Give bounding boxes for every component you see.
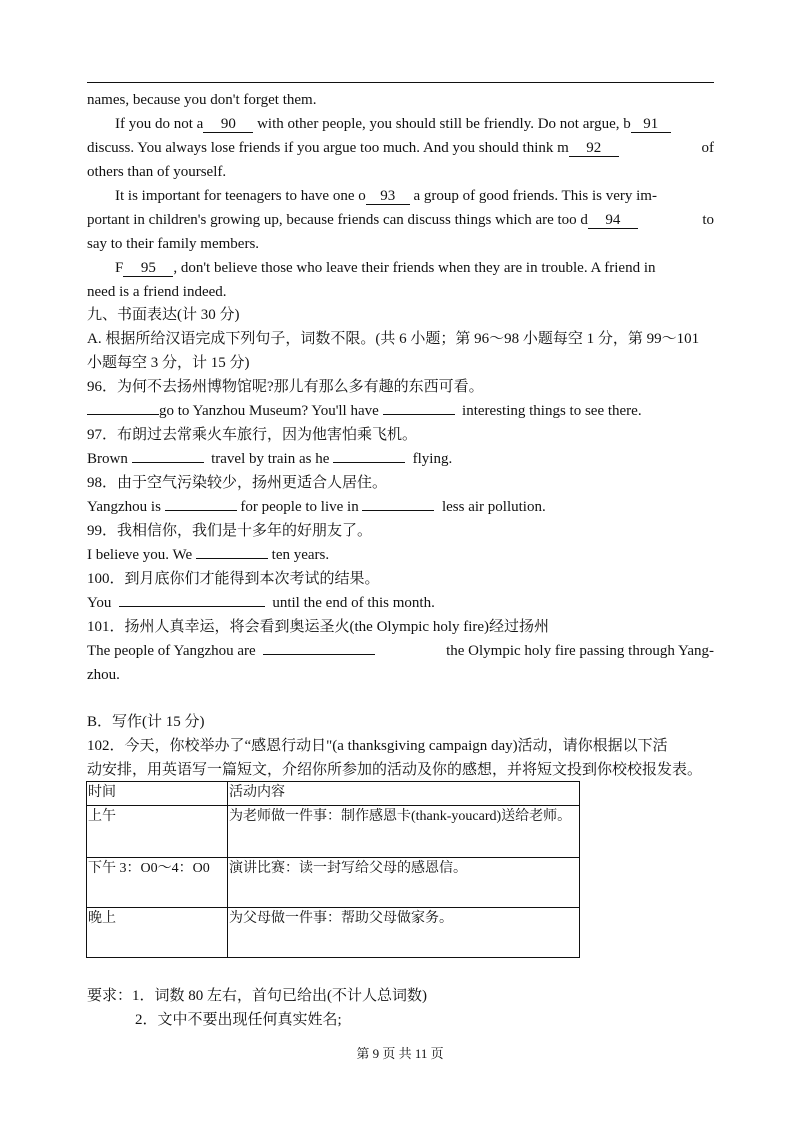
text: ten years. bbox=[271, 547, 330, 563]
q100-english bbox=[87, 593, 435, 613]
row-content: 为老师做一件事：制作感恩卡(thank-youcard)送给老师。 bbox=[228, 806, 580, 858]
blank-92: 92 bbox=[569, 140, 619, 157]
q101-english-cont: zhou. bbox=[87, 667, 120, 683]
requirement-2: 2．文中不要出现任何真实姓名; bbox=[135, 1012, 342, 1028]
text: , don't believe those who leave their friends when they are in trouble. A friend in bbox=[173, 260, 656, 276]
passage-line-5 bbox=[115, 186, 657, 206]
text: with other people, you should still be friendly. Do not argue, b bbox=[253, 116, 631, 132]
answer-blank[interactable] bbox=[362, 510, 434, 511]
text: travel by train as he bbox=[211, 451, 330, 467]
text: portant in children's growing up, because friends can discuss things which are too d bbox=[87, 212, 588, 228]
row-time: 上午 bbox=[87, 806, 228, 858]
q96-chinese: 96．为何不去扬州博物馆呢?那儿有那么多有趣的东西可看。 bbox=[87, 379, 484, 395]
blank-94: 94 bbox=[588, 212, 638, 229]
answer-blank[interactable] bbox=[263, 654, 375, 655]
text: go to Yanzhou Museum? You'll have bbox=[159, 403, 379, 419]
q102-prompt: 102．今天，你校举办了“感恩行动日"(a thanksgiving campaign day)活动，请你根据以下活 bbox=[87, 738, 668, 754]
table-row bbox=[87, 806, 580, 858]
q101-english bbox=[87, 641, 714, 661]
section-heading: 九、书面表达(计 30 分) bbox=[87, 307, 240, 323]
text: of bbox=[701, 140, 714, 156]
text: a group of good friends. This is very im- bbox=[409, 188, 657, 204]
text: less air pollution. bbox=[441, 499, 546, 515]
text: Yangzhou is bbox=[87, 499, 161, 515]
text: until the end of this month. bbox=[272, 595, 435, 611]
answer-blank[interactable] bbox=[196, 558, 268, 559]
text: Brown bbox=[87, 451, 128, 467]
passage-line-3 bbox=[87, 138, 714, 158]
text: discuss. You always lose friends if you argue too much. And you should think m bbox=[87, 140, 569, 156]
header-content: 活动内容 bbox=[228, 782, 580, 806]
answer-blank[interactable] bbox=[119, 606, 265, 607]
text: You bbox=[87, 595, 112, 611]
passage-line-4: others than of yourself. bbox=[87, 164, 227, 180]
part-a-instructions: A. 根据所给汉语完成下列句子，词数不限。(共 6 小题；第 96～98 小题每空 1 分，第 99～101 bbox=[87, 331, 700, 347]
q97-english bbox=[87, 449, 452, 469]
row-content: 演讲比赛：读一封写给父母的感恩信。 bbox=[228, 858, 580, 908]
q101-chinese: 101．扬州人真幸运，将会看到奥运圣火(the Olympic holy fire)经过扬州 bbox=[87, 619, 550, 635]
text: The people of Yangzhou are bbox=[87, 643, 256, 659]
text: flying. bbox=[412, 451, 453, 467]
text: F bbox=[115, 260, 124, 276]
table-row bbox=[87, 858, 580, 908]
top-rule bbox=[87, 82, 714, 83]
text: I believe you. We bbox=[87, 547, 193, 563]
passage-line-2 bbox=[115, 114, 671, 134]
text: interesting things to see there. bbox=[462, 403, 642, 419]
answer-blank[interactable] bbox=[87, 414, 159, 415]
passage-line-9: need is a friend indeed. bbox=[87, 284, 227, 300]
answer-blank[interactable] bbox=[165, 510, 237, 511]
row-time: 下午 3：O0～4：O0 bbox=[87, 858, 228, 908]
blank-95: 95 bbox=[123, 260, 173, 277]
passage-line-1: names, because you don't forget them. bbox=[87, 92, 317, 108]
text: If you do not a bbox=[115, 116, 204, 132]
q99-chinese: 99．我相信你，我们是十多年的好朋友了。 bbox=[87, 523, 373, 539]
q100-chinese: 100．到月底你们才能得到本次考试的结果。 bbox=[87, 571, 380, 587]
part-b-heading: B．写作(计 15 分) bbox=[87, 714, 205, 730]
q99-english bbox=[87, 545, 329, 565]
table-row bbox=[87, 908, 580, 958]
passage-line-7: say to their family members. bbox=[87, 236, 260, 252]
answer-blank[interactable] bbox=[333, 462, 405, 463]
text: to bbox=[702, 212, 714, 228]
requirement-1: 要求：1．词数 80 左右，首句已给出(不计人总词数) bbox=[87, 988, 427, 1004]
answer-blank[interactable] bbox=[132, 462, 204, 463]
blank-93: 93 bbox=[366, 188, 410, 205]
passage-line-6 bbox=[87, 210, 714, 230]
q98-chinese: 98．由于空气污染较少，扬州更适合人居住。 bbox=[87, 475, 388, 491]
q96-english bbox=[87, 401, 642, 421]
q98-english bbox=[87, 497, 546, 517]
blank-91: 91 bbox=[631, 116, 671, 133]
row-time: 晚上 bbox=[87, 908, 228, 958]
row-content: 为父母做一件事：帮助父母做家务。 bbox=[228, 908, 580, 958]
activity-table bbox=[86, 781, 580, 958]
answer-blank[interactable] bbox=[383, 414, 455, 415]
passage-line-8 bbox=[115, 258, 656, 278]
q102-prompt-cont: 动安排，用英语写一篇短文，介绍你所参加的活动及你的感想，并将短文投到你校校报发表。 bbox=[87, 762, 703, 778]
q97-chinese: 97．布朗过去常乘火车旅行，因为他害怕乘飞机。 bbox=[87, 427, 418, 443]
table-header-row bbox=[87, 782, 580, 806]
text: It is important for teenagers to have one o bbox=[115, 188, 366, 204]
page-number-footer: 第 9 页 共 11 页 bbox=[356, 1046, 444, 1061]
blank-90: 90 bbox=[203, 116, 253, 133]
text: for people to live in bbox=[240, 499, 359, 515]
part-a-instructions-cont: 小题每空 3 分，计 15 分) bbox=[87, 355, 250, 371]
header-time: 时间 bbox=[87, 782, 228, 806]
text: the Olympic holy fire passing through Yang- bbox=[446, 643, 714, 659]
